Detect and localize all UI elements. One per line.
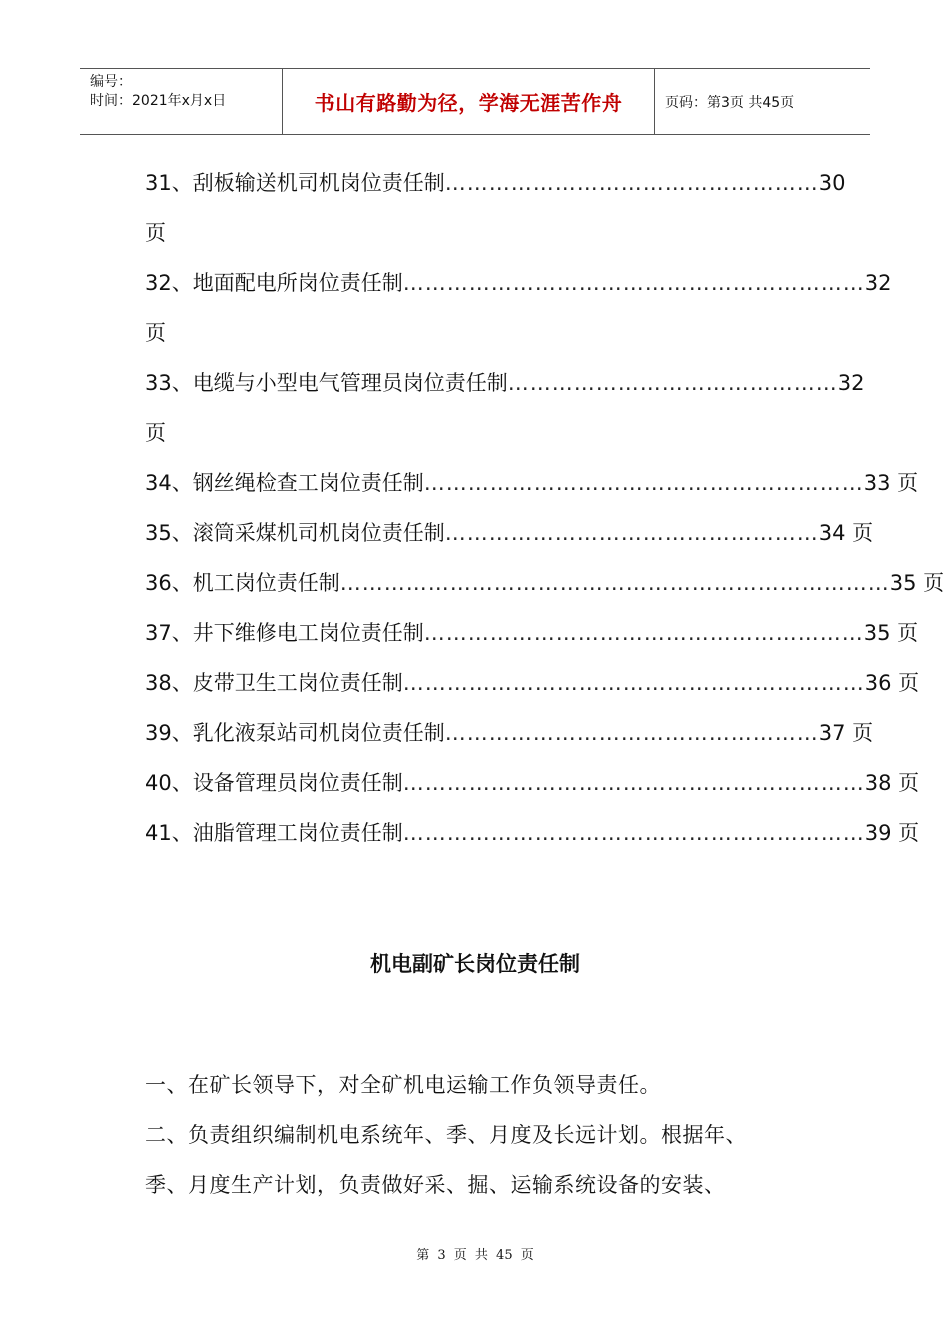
toc-leader: …………………………………………… [444,171,819,195]
toc-entry-34[interactable] [145,458,919,508]
toc-page: 35 页 [863,621,919,645]
header-motto: 书山有路勤为径，学海无涯苦作舟 [282,69,655,134]
page-header [80,68,870,135]
toc-page: 32 [864,271,892,295]
toc-title: 38、皮带卫生工岗位责任制 [145,671,403,695]
toc-leader: …………………………………………………… [423,471,864,495]
toc-title: 36、机工岗位责任制 [145,571,340,595]
paragraph: 一、在矿长领导下，对全矿机电运输工作负领导责任。 [145,1073,661,1097]
page-footer: 第 3 页 共 45 页 [416,1248,534,1263]
toc-page: 39 页 [864,821,920,845]
toc-page: 35 页 [889,571,945,595]
toc-title: 34、钢丝绳检查工岗位责任制 [145,471,424,495]
paragraph: 二、负责组织编制机电系统年、季、月度及长远计划。根据年、 [145,1123,747,1147]
toc-entry-38[interactable] [145,658,920,708]
toc-page: 37 页 [818,721,874,745]
toc-page: 30 [818,171,846,195]
toc-leader: ……………………………………………………… [402,821,865,845]
time-label: 时间：2021年x月x日 [90,93,227,109]
toc-continuation: 页 [145,321,166,345]
toc-entry-39[interactable] [145,708,874,758]
toc-leader: …………………………………………………… [423,621,864,645]
toc-entry-31[interactable] [145,158,846,208]
toc-entry-36[interactable] [145,558,945,608]
toc-title: 35、滚筒采煤机司机岗位责任制 [145,521,445,545]
toc-leader: …………………………………………… [444,721,819,745]
toc-continuation: 页 [145,221,166,245]
section-title: 机电副矿长岗位责任制 [370,952,580,976]
toc-leader: ……………………………………………………… [402,271,865,295]
table-of-contents [145,158,945,858]
toc-title: 39、乳化液泵站司机岗位责任制 [145,721,445,745]
body-text [145,1060,825,1210]
toc-title: 40、设备管理员岗位责任制 [145,771,403,795]
toc-entry-35[interactable] [145,508,874,558]
toc-title: 37、井下维修电工岗位责任制 [145,621,424,645]
toc-entry-32[interactable] [145,258,892,308]
toc-entry-33[interactable] [145,358,865,408]
header-page-info: 页码：第3页 共45页 [665,94,795,111]
toc-page: 33 页 [863,471,919,495]
toc-page: 36 页 [864,671,920,695]
toc-entry-41[interactable] [145,808,920,858]
toc-page: 34 页 [818,521,874,545]
toc-leader: …………………………………………… [444,521,819,545]
toc-title: 33、电缆与小型电气管理员岗位责任制 [145,371,508,395]
toc-page: 32 [837,371,865,395]
header-meta [80,69,282,134]
toc-leader: ………………………………………………………………… [339,571,890,595]
toc-leader: ……………………………………………………… [402,671,865,695]
number-label: 编号： [90,74,132,90]
toc-title: 32、地面配电所岗位责任制 [145,271,403,295]
toc-leader: ……………………………………………………… [402,771,865,795]
toc-page: 38 页 [864,771,920,795]
toc-continuation: 页 [145,421,166,445]
toc-leader: ……………………………………… [507,371,838,395]
toc-entry-37[interactable] [145,608,919,658]
toc-entry-40[interactable] [145,758,920,808]
paragraph: 季、月度生产计划，负责做好采、掘、运输系统设备的安装、 [145,1173,726,1197]
toc-title: 31、刮板输送机司机岗位责任制 [145,171,445,195]
toc-title: 41、油脂管理工岗位责任制 [145,821,403,845]
